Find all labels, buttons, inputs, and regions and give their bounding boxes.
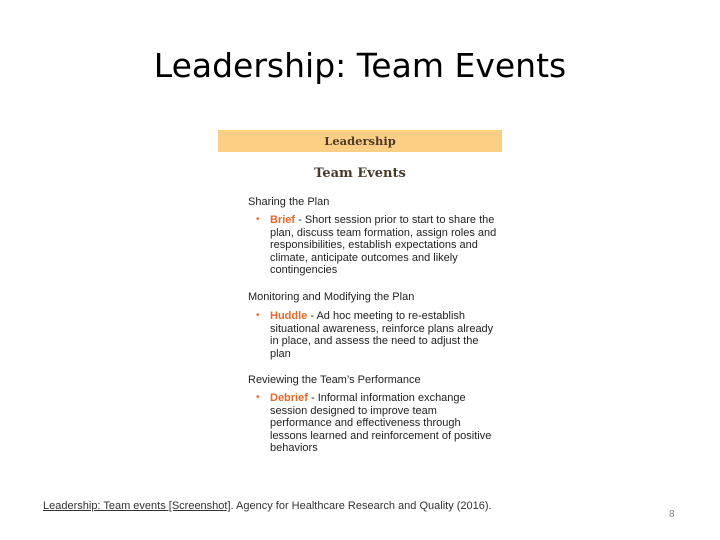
section-heading-reviewing-performance: Reviewing the Team’s Performance — [248, 374, 421, 386]
slide-title: Leadership: Team Events — [153, 46, 567, 85]
page-number: 8 — [669, 509, 675, 520]
bullet-dot-icon: • — [256, 310, 260, 321]
bullet-brief: • Brief - Short session prior to start to share the plan, discuss team formation, assign roles and responsibilities, establish expectations and climate, anticipate outcomes and likely contingencies — [256, 214, 497, 276]
card-header: Leadership — [218, 130, 502, 152]
term-huddle: Huddle — [270, 310, 308, 322]
term-debrief: Debrief — [270, 392, 308, 404]
caption-source-link[interactable]: Leadership: Team events [Screenshot] — [43, 500, 231, 512]
description-brief: Short session prior to start to share the plan, discuss team formation, assign roles and responsibilities, establish expectations and climate, anticipate outcomes and likely contingencies — [270, 214, 497, 276]
bullet-dot-icon: • — [256, 214, 260, 225]
section-heading-sharing-plan: Sharing the Plan — [248, 196, 330, 208]
caption-attribution: . Agency for Healthcare Research and Quality (2016). — [230, 500, 492, 512]
card-subtitle: Team Events — [314, 166, 406, 181]
bullet-huddle: • Huddle - Ad hoc meeting to re-establish situational awareness, reinforce plans already in place, and assess the need to adjust the plan — [256, 310, 494, 360]
bullet-dot-icon: • — [256, 392, 260, 403]
description-huddle: Ad hoc meeting to re-establish situational awareness, reinforce plans already in place, and assess the need to adjust the plan — [270, 310, 494, 360]
description-debrief: Informal information exchange session designed to improve team performance and effectiveness through lessons learned and reinforcement of positive behaviors — [270, 392, 492, 454]
leadership-card-image — [218, 130, 502, 460]
bullet-debrief: • Debrief - Informal information exchange session designed to improve team performance and effectiveness through lessons learned and reinforcement of positive behaviors — [256, 392, 492, 454]
section-heading-monitoring-plan: Monitoring and Modifying the Plan — [248, 291, 415, 303]
image-caption — [43, 500, 492, 512]
term-brief: Brief — [270, 214, 296, 226]
